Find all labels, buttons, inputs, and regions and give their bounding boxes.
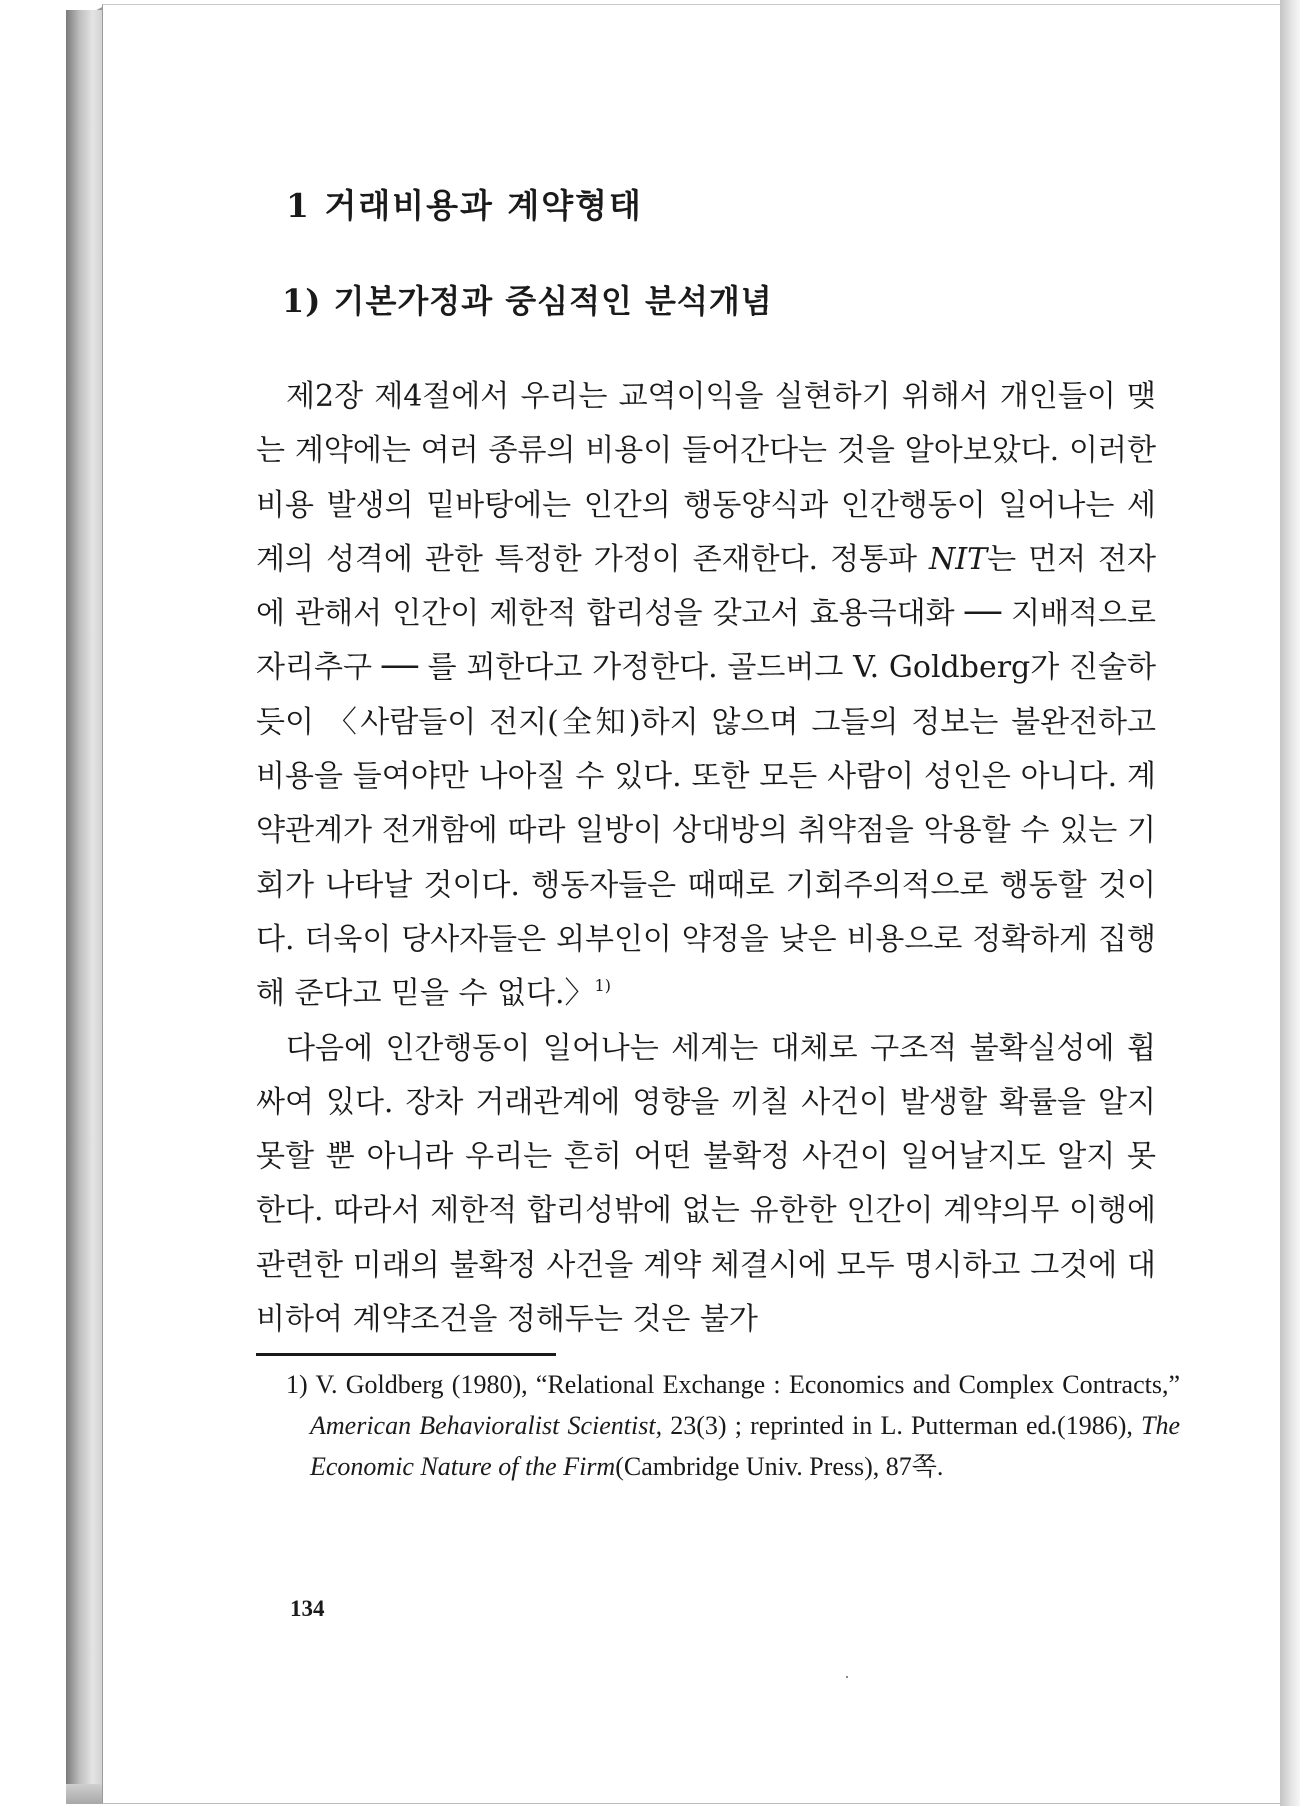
- footnote-text-3: (Cambridge Univ. Press), 87쪽.: [615, 1452, 944, 1481]
- nit-term: NIT: [929, 541, 988, 577]
- book-spine-bottom: [66, 1784, 104, 1804]
- page-edge-shadow: [1280, 0, 1300, 1806]
- paragraph-1-part1: 제2장 제4절에서 우리는 교역이익을 실현하기 위해서 개인들이 맺는 계약에는 여러 종류의 비용이 들어간다는 것을 알아보았다. 이러한 비용 발생의 밑바탕에는 인간의 행동양식과 인간행동이 일어나는 세계의 성격에 관한 특정한 가정이 존재한다. 정통파: [256, 379, 1156, 577]
- footnote-marker: 1): [286, 1370, 308, 1399]
- page-number: 134: [290, 1596, 325, 1621]
- paragraph-2: 다음에 인간행동이 일어나는 세계는 대체로 구조적 불확실성에 휩싸여 있다. 장차 거래관계에 영향을 끼칠 사건이 발생할 확률을 알지 못할 뿐 아니라 우리는 흔히 어떤 불확정 사건이 일어날지도 알지 못한다. 따라서 제한적 합리성밖에 없는 유한한 인간이 계약의무 이행에 관련한 미래의 불확정 사건을 계약 체결시에 모두 명시하고 그것에 대비하여 계약조건을 정해두는 것은 불가: [256, 1030, 1156, 1338]
- footnote-text-2: 23(3) ; reprinted in L. Putterman ed.(1986),: [662, 1411, 1142, 1440]
- book-spine: [66, 10, 104, 1802]
- subsection-heading: 1) 기본가정과 중심적인 분석개념: [282, 282, 773, 320]
- speck: [846, 1676, 848, 1678]
- footnote-reference[interactable]: 1): [594, 976, 611, 996]
- footnote-text-1: V. Goldberg (1980), “Relational Exchange : Economics and Complex Contracts,”: [307, 1370, 1180, 1399]
- footnote: [286, 1364, 1180, 1487]
- footnote-book-title: The Economic Nature of the Firm: [310, 1411, 1181, 1481]
- footnote-divider: [256, 1353, 556, 1356]
- footnote-journal: American Behavioralist Scientist,: [310, 1411, 663, 1440]
- paragraph-1-part2: 는 먼저 전자에 관해서 인간이 제한적 합리성을 갖고서 효용극대화 ── 지배적으로 자리추구 ── 를 꾀한다고 가정한다. 골드버그 V. Goldberg가 진술하듯이 〈사람들이 전지(全知)하지 않으며 그들의 정보는 불완전하고 비용을 들여야만 나아질 수 있다. 또한 모든 사람이 성인은 아니다. 계약관계가 전개함에 따라 일방이 상대방의 취약점을 악용할 수 있는 기회가 나타날 것이다. 행동자들은 때때로 기회주의적으로 행동할 것이다. 더욱이 당사자들은 외부인이 약정을 낮은 비용으로 정확하게 집행해 준다고 믿을 수 없다.〉: [256, 541, 1156, 1012]
- body-text: [256, 370, 1156, 1347]
- paragraph-1: [256, 370, 1156, 1022]
- section-heading: 1 거래비용과 계약형태: [286, 186, 643, 225]
